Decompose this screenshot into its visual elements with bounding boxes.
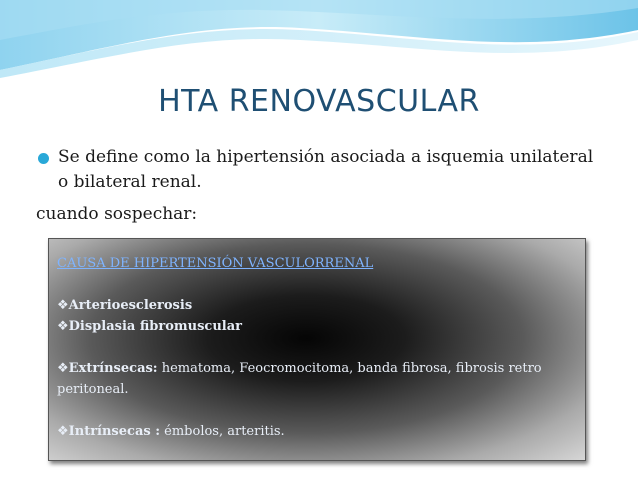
item-label: Extrínsecas: (68, 361, 158, 376)
item-label: Displasia fibromuscular (68, 319, 243, 334)
diamond-bullet-icon: ❖ (57, 319, 69, 334)
item-text: hematoma, Feocromocitoma, banda fibrosa, fibrosis retro peritoneal. (57, 361, 542, 397)
item-label: Intrínsecas : (68, 424, 161, 439)
item-label: Arterioesclerosis (68, 298, 193, 313)
subtext: cuando sospechar: (36, 204, 198, 224)
header-wave-decoration (0, 0, 638, 80)
list-item (57, 358, 577, 400)
item-text: émbolos, arteritis. (160, 424, 285, 439)
causes-heading: CAUSA DE HIPERTENSIÓN VASCULORRENAL (57, 256, 374, 271)
bullet-text: Se define como la hipertensión asociada a isquemia unilateral o bilateral renal. (58, 147, 594, 192)
diamond-bullet-icon: ❖ (57, 424, 69, 439)
slide-title: HTA RENOVASCULAR (158, 84, 480, 119)
list-item (57, 421, 577, 442)
causes-content (57, 253, 577, 442)
list-item (57, 295, 577, 316)
bullet-icon (38, 153, 49, 164)
diamond-bullet-icon: ❖ (57, 361, 69, 376)
diamond-bullet-icon: ❖ (57, 298, 69, 313)
causes-box (48, 238, 586, 461)
list-item (57, 316, 577, 337)
